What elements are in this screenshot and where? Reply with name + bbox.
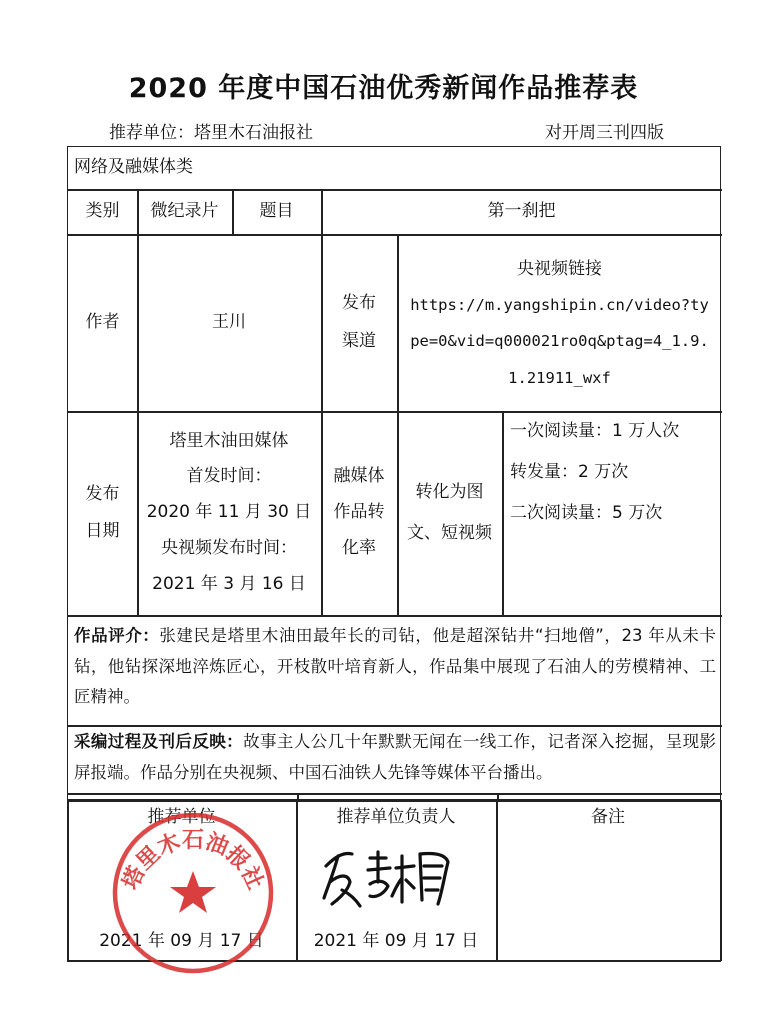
signature-row-border <box>720 800 722 961</box>
conversion-type-line: 文、短视频 <box>407 523 492 543</box>
publish-date-label <box>68 411 137 615</box>
publish-date-value <box>137 411 321 615</box>
remarks-label: 备注 <box>591 807 625 828</box>
leader-label: 推荐单位负责人 <box>336 807 456 828</box>
section-heading: 网络及融媒体类 <box>74 157 193 178</box>
conversion-label-line: 化率 <box>342 537 376 558</box>
category-label: 类别 <box>85 200 120 221</box>
editing-process <box>74 727 716 791</box>
conversion-stats <box>510 411 720 615</box>
category-value: 微纪录片 <box>150 200 219 221</box>
official-seal <box>109 809 277 977</box>
publish-date-line: 2021 年 3 月 16 日 <box>152 573 306 594</box>
recommending-unit: 推荐单位：塔里木石油报社 <box>109 123 313 143</box>
star-icon <box>170 871 216 913</box>
channel-url-line: 1.21911_wxf <box>508 368 611 387</box>
channel-url-line: pe=0&vid=q000021ro0q&ptag=4_1.9. <box>410 332 709 351</box>
edition-note: 对开周三刊四版 <box>545 123 664 143</box>
title-label: 题目 <box>259 200 294 221</box>
channel-label-line: 发布 <box>342 293 376 314</box>
channel-value <box>397 234 722 411</box>
publish-date-line: 央视频发布时间： <box>161 537 297 558</box>
process-label: 采编过程及刊后反映： <box>74 732 244 751</box>
conversion-stat: 二次阅读量：5 万次 <box>510 502 663 523</box>
row-divider <box>68 615 722 617</box>
evaluation-text: 张建民是塔里木油田最年长的司钻，他是超深钻井“扫地僧”，23 年从未卡钻，他钻探深地淬炼匠心，开枝散叶培育新人，作品集中展现了石油人的劳模精神、工匠精神。 <box>74 626 716 707</box>
author-label: 作者 <box>85 311 120 332</box>
publish-date-label-line: 发布 <box>85 483 120 504</box>
leader-date: 2021 年 09 月 17 日 <box>313 931 479 952</box>
publish-date-line: 2020 年 11 月 30 日 <box>146 502 312 523</box>
publish-date-label-line: 日期 <box>85 521 120 541</box>
channel-label <box>321 234 397 411</box>
unit-date: 2021 年 09 月 17 日 <box>99 931 264 952</box>
seal-text: 塔里木石油报社 <box>118 828 268 894</box>
evaluation <box>74 621 716 719</box>
row-divider <box>68 793 722 795</box>
conversion-type <box>397 411 502 615</box>
publish-date-line: 首发时间： <box>186 466 272 487</box>
channel-url-line: https://m.yangshipin.cn/video?ty <box>410 295 709 314</box>
conversion-type-line: 转化为图 <box>415 482 484 503</box>
channel-name: 央视频链接 <box>517 258 602 279</box>
conversion-stat: 一次阅读量：1 万人次 <box>510 421 680 441</box>
evaluation-label: 作品评介： <box>74 626 160 645</box>
handwritten-signature-icon <box>318 838 456 910</box>
document-title: 2020 年度中国石油优秀新闻作品推荐表 <box>128 73 639 104</box>
conversion-label-line: 作品转 <box>333 502 385 523</box>
channel-label-line: 渠道 <box>342 330 376 351</box>
title-value: 第一刹把 <box>487 200 556 221</box>
conversion-stat: 转发量：2 万次 <box>510 461 629 482</box>
signature-row-border <box>67 800 721 802</box>
recommendation-table <box>67 146 721 800</box>
publish-date-line: 塔里木油田媒体 <box>169 430 289 451</box>
col-divider <box>502 411 504 615</box>
author-value: 王川 <box>212 311 246 332</box>
unit-label: 推荐单位 <box>147 807 216 828</box>
conversion-label <box>321 411 397 615</box>
process-text: 故事主人公几十年默默无闻在一线工作，记者深入挖掘，呈现影屏报端。作品分别在央视频、中国石油铁人先锋等媒体平台播出。 <box>74 732 717 782</box>
conversion-label-line: 融媒体 <box>333 466 385 487</box>
